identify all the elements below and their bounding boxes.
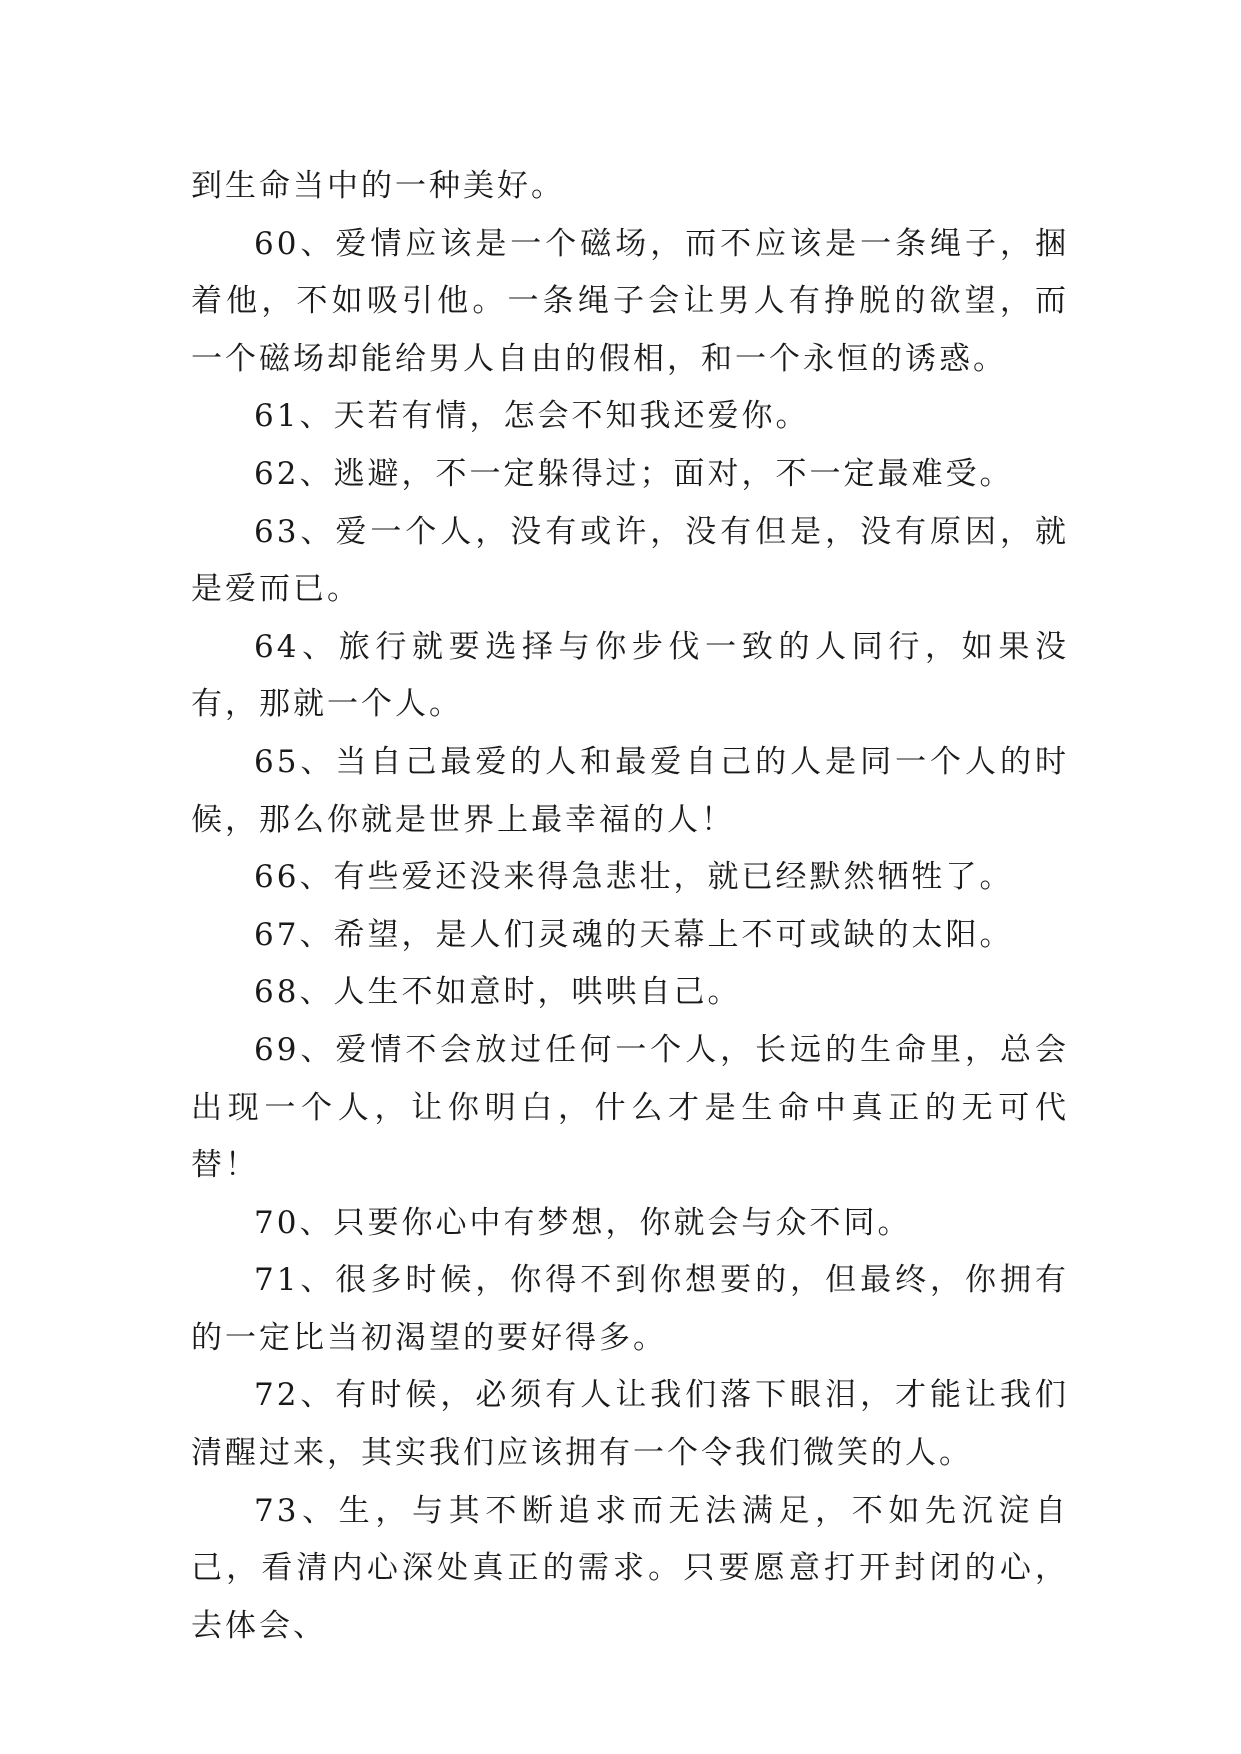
paragraph-continuation: 到生命当中的一种美好。 xyxy=(191,168,565,204)
paragraph-73: 73、生，与其不断追求而无法满足，不如先沉淀自己，看清内心深处真正的需求。只要愿意打开封闭的心，去体会、 xyxy=(191,1492,1069,1644)
paragraph-65: 65、当自己最爱的人和最爱自己的人是同一个人的时候，那么你就是世界上最幸福的人！ xyxy=(191,743,1069,838)
paragraph-66: 66、有些爱还没来得急悲壮，就已经默然牺牲了。 xyxy=(254,859,1014,896)
paragraph-67: 67、希望，是人们灵魂的天幕上不可或缺的太阳。 xyxy=(254,916,1014,953)
paragraph-72: 72、有时候，必须有人让我们落下眼泪，才能让我们清醒过来，其实我们应该拥有一个令我们微笑的人。 xyxy=(191,1377,1069,1472)
paragraph-61: 61、天若有情，怎会不知我还爱你。 xyxy=(254,398,810,435)
document-body xyxy=(191,158,1069,1655)
paragraph-68: 68、人生不如意时，哄哄自己。 xyxy=(254,974,742,1011)
paragraph-62: 62、逃避，不一定躲得过；面对，不一定最难受。 xyxy=(254,455,1014,492)
paragraph-63: 63、爱一个人，没有或许，没有但是，没有原因，就是爱而已。 xyxy=(191,513,1069,608)
paragraph-70: 70、只要你心中有梦想，你就会与众不同。 xyxy=(254,1204,912,1241)
paragraph-69: 69、爱情不会放过任何一个人，长远的生命里，总会出现一个人，让你明白，什么才是生命中真正的无可代替！ xyxy=(191,1031,1069,1184)
paragraph-64: 64、旅行就要选择与你步伐一致的人同行，如果没有，那就一个人。 xyxy=(191,628,1069,723)
paragraph-71: 71、很多时候，你得不到你想要的，但最终，你拥有的一定比当初渴望的要好得多。 xyxy=(191,1262,1069,1356)
paragraph-60: 60、爱情应该是一个磁场，而不应该是一条绳子，捆着他，不如吸引他。一条绳子会让男人有挣脱的欲望，而一个磁场却能给男人自由的假相，和一个永恒的诱惑。 xyxy=(191,225,1069,377)
